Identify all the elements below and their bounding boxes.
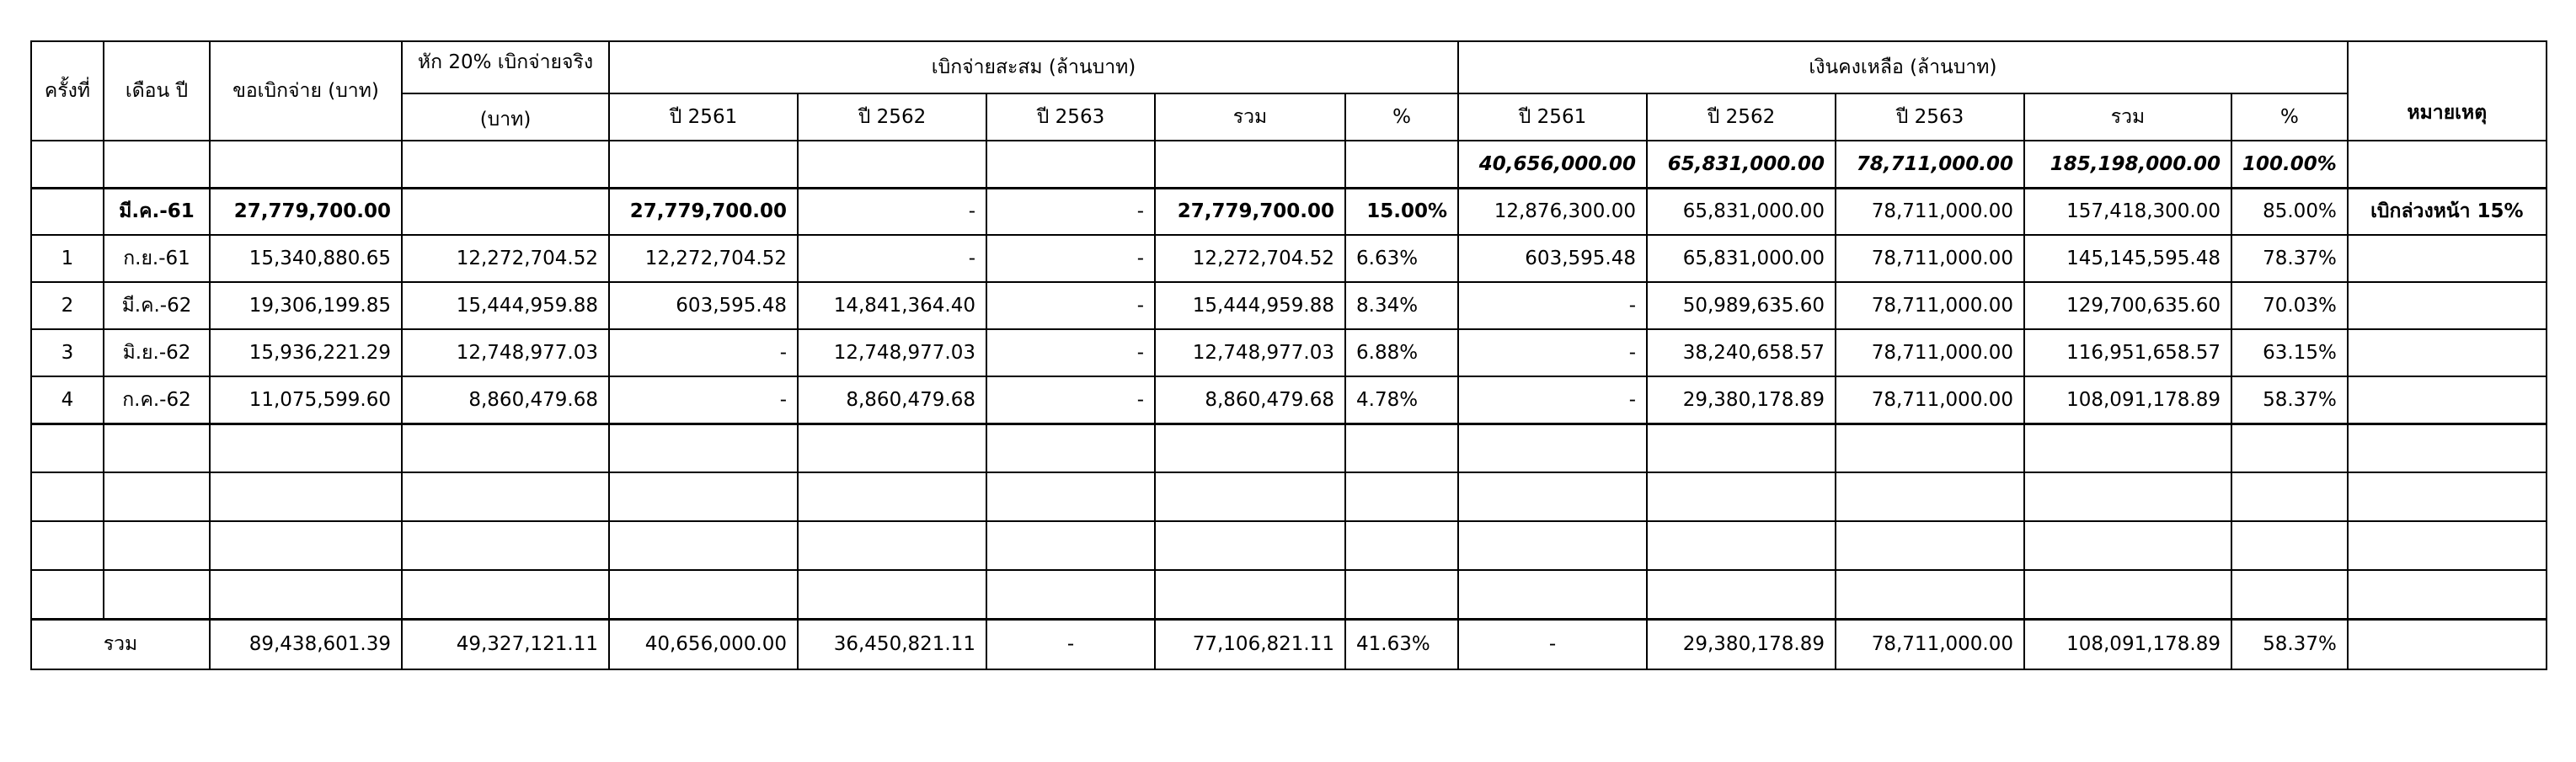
row-cum-2563: - bbox=[986, 329, 1155, 376]
budget-rem-pct: 100.00% bbox=[2231, 141, 2348, 188]
row-cum-2562: 12,748,977.03 bbox=[798, 329, 986, 376]
header-deduct-line2: (บาท) bbox=[402, 93, 609, 141]
header-cumulative-group: เบิกจ่ายสะสม (ล้านบาท) bbox=[609, 41, 1458, 93]
row-deduct: 8,860,479.68 bbox=[402, 376, 609, 424]
row-cum-2562: - bbox=[798, 235, 986, 282]
row-rem-2563: 78,711,000.00 bbox=[1836, 235, 2024, 282]
row-round: 2 bbox=[31, 282, 104, 329]
row-requested: 15,936,221.29 bbox=[210, 329, 402, 376]
empty-cell bbox=[2348, 619, 2547, 669]
row-rem-pct: 63.15% bbox=[2231, 329, 2348, 376]
empty-cell bbox=[2348, 376, 2547, 424]
empty-cell bbox=[1155, 141, 1345, 188]
header-deduct-line1: หัก 20% เบิกจ่ายจริง bbox=[402, 41, 609, 93]
row-month: ก.ย.-61 bbox=[104, 235, 210, 282]
row-month: มิ.ย.-62 bbox=[104, 329, 210, 376]
row-cum-2561: - bbox=[609, 376, 798, 424]
empty-row bbox=[31, 472, 2547, 521]
empty-cell bbox=[986, 141, 1155, 188]
row-cum-2563: - bbox=[986, 376, 1155, 424]
row-cum-2562: 8,860,479.68 bbox=[798, 376, 986, 424]
header-rem-2563: ปี 2563 bbox=[1836, 93, 2024, 141]
total-cum-2563: - bbox=[986, 619, 1155, 669]
advance-rem-total: 157,418,300.00 bbox=[2024, 188, 2231, 235]
header-cum-2562: ปี 2562 bbox=[798, 93, 986, 141]
table-row bbox=[31, 282, 2547, 329]
header-remaining-group: เงินคงเหลือ (ล้านบาท) bbox=[1458, 41, 2348, 93]
total-rem-total: 108,091,178.89 bbox=[2024, 619, 2231, 669]
advance-cum-2563: - bbox=[986, 188, 1155, 235]
empty-cell bbox=[104, 141, 210, 188]
total-cum-pct: 41.63% bbox=[1345, 619, 1458, 669]
row-cum-2561: 603,595.48 bbox=[609, 282, 798, 329]
row-cum-total: 12,748,977.03 bbox=[1155, 329, 1345, 376]
total-cum-2562: 36,450,821.11 bbox=[798, 619, 986, 669]
empty-cell bbox=[2348, 235, 2547, 282]
row-month: ก.ค.-62 bbox=[104, 376, 210, 424]
total-row bbox=[31, 619, 2547, 669]
budget-row bbox=[31, 141, 2547, 188]
table-row bbox=[31, 376, 2547, 424]
row-rem-total: 129,700,635.60 bbox=[2024, 282, 2231, 329]
header-cum-2563: ปี 2563 bbox=[986, 93, 1155, 141]
total-rem-2562: 29,380,178.89 bbox=[1647, 619, 1836, 669]
row-rem-2562: 65,831,000.00 bbox=[1647, 235, 1836, 282]
disbursement-table bbox=[30, 40, 2547, 670]
empty-cell bbox=[798, 141, 986, 188]
empty-cell bbox=[31, 141, 104, 188]
empty-cell bbox=[609, 141, 798, 188]
advance-row bbox=[31, 188, 2547, 235]
total-requested: 89,438,601.39 bbox=[210, 619, 402, 669]
header-requested: ขอเบิกจ่าย (บาท) bbox=[210, 41, 402, 141]
row-rem-2561: - bbox=[1458, 329, 1647, 376]
row-rem-pct: 78.37% bbox=[2231, 235, 2348, 282]
total-cum-2561: 40,656,000.00 bbox=[609, 619, 798, 669]
header-round: ครั้งที่ bbox=[31, 41, 104, 141]
row-rem-2561: - bbox=[1458, 376, 1647, 424]
advance-remark: เบิกล่วงหน้า 15% bbox=[2348, 188, 2547, 235]
advance-rem-2563: 78,711,000.00 bbox=[1836, 188, 2024, 235]
row-requested: 19,306,199.85 bbox=[210, 282, 402, 329]
row-rem-2562: 38,240,658.57 bbox=[1647, 329, 1836, 376]
empty-cell bbox=[2348, 329, 2547, 376]
budget-rem-2563: 78,711,000.00 bbox=[1836, 141, 2024, 188]
row-requested: 11,075,599.60 bbox=[210, 376, 402, 424]
header-rem-total: รวม bbox=[2024, 93, 2231, 141]
total-rem-pct: 58.37% bbox=[2231, 619, 2348, 669]
advance-rem-2561: 12,876,300.00 bbox=[1458, 188, 1647, 235]
row-round: 1 bbox=[31, 235, 104, 282]
empty-cell bbox=[402, 188, 609, 235]
header-remark: หมายเหตุ bbox=[2348, 41, 2547, 141]
header-cum-2561: ปี 2561 bbox=[609, 93, 798, 141]
row-cum-2561: 12,272,704.52 bbox=[609, 235, 798, 282]
advance-requested: 27,779,700.00 bbox=[210, 188, 402, 235]
header-rem-2562: ปี 2562 bbox=[1647, 93, 1836, 141]
row-round: 3 bbox=[31, 329, 104, 376]
row-cum-total: 12,272,704.52 bbox=[1155, 235, 1345, 282]
row-cum-2562: 14,841,364.40 bbox=[798, 282, 986, 329]
row-round: 4 bbox=[31, 376, 104, 424]
row-rem-pct: 70.03% bbox=[2231, 282, 2348, 329]
header-rem-2561: ปี 2561 bbox=[1458, 93, 1647, 141]
row-month: มี.ค.-62 bbox=[104, 282, 210, 329]
empty-cell bbox=[2348, 282, 2547, 329]
empty-cell bbox=[402, 141, 609, 188]
budget-rem-2562: 65,831,000.00 bbox=[1647, 141, 1836, 188]
row-rem-2563: 78,711,000.00 bbox=[1836, 329, 2024, 376]
empty-row bbox=[31, 521, 2547, 570]
row-rem-total: 108,091,178.89 bbox=[2024, 376, 2231, 424]
total-rem-2561: - bbox=[1458, 619, 1647, 669]
empty-row bbox=[31, 570, 2547, 619]
row-cum-total: 15,444,959.88 bbox=[1155, 282, 1345, 329]
advance-rem-pct: 85.00% bbox=[2231, 188, 2348, 235]
header-month-year: เดือน ปี bbox=[104, 41, 210, 141]
row-rem-2563: 78,711,000.00 bbox=[1836, 376, 2024, 424]
advance-cum-total: 27,779,700.00 bbox=[1155, 188, 1345, 235]
row-rem-total: 116,951,658.57 bbox=[2024, 329, 2231, 376]
row-deduct: 12,272,704.52 bbox=[402, 235, 609, 282]
empty-row bbox=[31, 424, 2547, 472]
header-rem-pct: % bbox=[2231, 93, 2348, 141]
empty-cell bbox=[1345, 141, 1458, 188]
budget-rem-total: 185,198,000.00 bbox=[2024, 141, 2231, 188]
advance-cum-2562: - bbox=[798, 188, 986, 235]
advance-rem-2562: 65,831,000.00 bbox=[1647, 188, 1836, 235]
row-rem-2561: 603,595.48 bbox=[1458, 235, 1647, 282]
advance-cum-2561: 27,779,700.00 bbox=[609, 188, 798, 235]
row-rem-2562: 29,380,178.89 bbox=[1647, 376, 1836, 424]
row-deduct: 15,444,959.88 bbox=[402, 282, 609, 329]
header-cum-total: รวม bbox=[1155, 93, 1345, 141]
row-requested: 15,340,880.65 bbox=[210, 235, 402, 282]
table-row bbox=[31, 235, 2547, 282]
row-cum-2561: - bbox=[609, 329, 798, 376]
header-row-1 bbox=[31, 41, 2547, 93]
advance-month: มี.ค.-61 bbox=[104, 188, 210, 235]
row-cum-pct: 6.88% bbox=[1345, 329, 1458, 376]
row-cum-2563: - bbox=[986, 235, 1155, 282]
row-cum-pct: 4.78% bbox=[1345, 376, 1458, 424]
total-cum-total: 77,106,821.11 bbox=[1155, 619, 1345, 669]
row-cum-pct: 8.34% bbox=[1345, 282, 1458, 329]
empty-cell bbox=[31, 188, 104, 235]
empty-cell bbox=[2348, 141, 2547, 188]
header-row-2 bbox=[31, 93, 2547, 141]
table-row bbox=[31, 329, 2547, 376]
empty-cell bbox=[210, 141, 402, 188]
row-cum-pct: 6.63% bbox=[1345, 235, 1458, 282]
row-rem-2563: 78,711,000.00 bbox=[1836, 282, 2024, 329]
total-rem-2563: 78,711,000.00 bbox=[1836, 619, 2024, 669]
row-rem-total: 145,145,595.48 bbox=[2024, 235, 2231, 282]
row-rem-2561: - bbox=[1458, 282, 1647, 329]
row-deduct: 12,748,977.03 bbox=[402, 329, 609, 376]
advance-cum-pct: 15.00% bbox=[1345, 188, 1458, 235]
row-rem-2562: 50,989,635.60 bbox=[1647, 282, 1836, 329]
row-cum-total: 8,860,479.68 bbox=[1155, 376, 1345, 424]
row-cum-2563: - bbox=[986, 282, 1155, 329]
row-rem-pct: 58.37% bbox=[2231, 376, 2348, 424]
total-label: รวม bbox=[31, 619, 210, 669]
header-cum-pct: % bbox=[1345, 93, 1458, 141]
total-deduct: 49,327,121.11 bbox=[402, 619, 609, 669]
budget-rem-2561: 40,656,000.00 bbox=[1458, 141, 1647, 188]
